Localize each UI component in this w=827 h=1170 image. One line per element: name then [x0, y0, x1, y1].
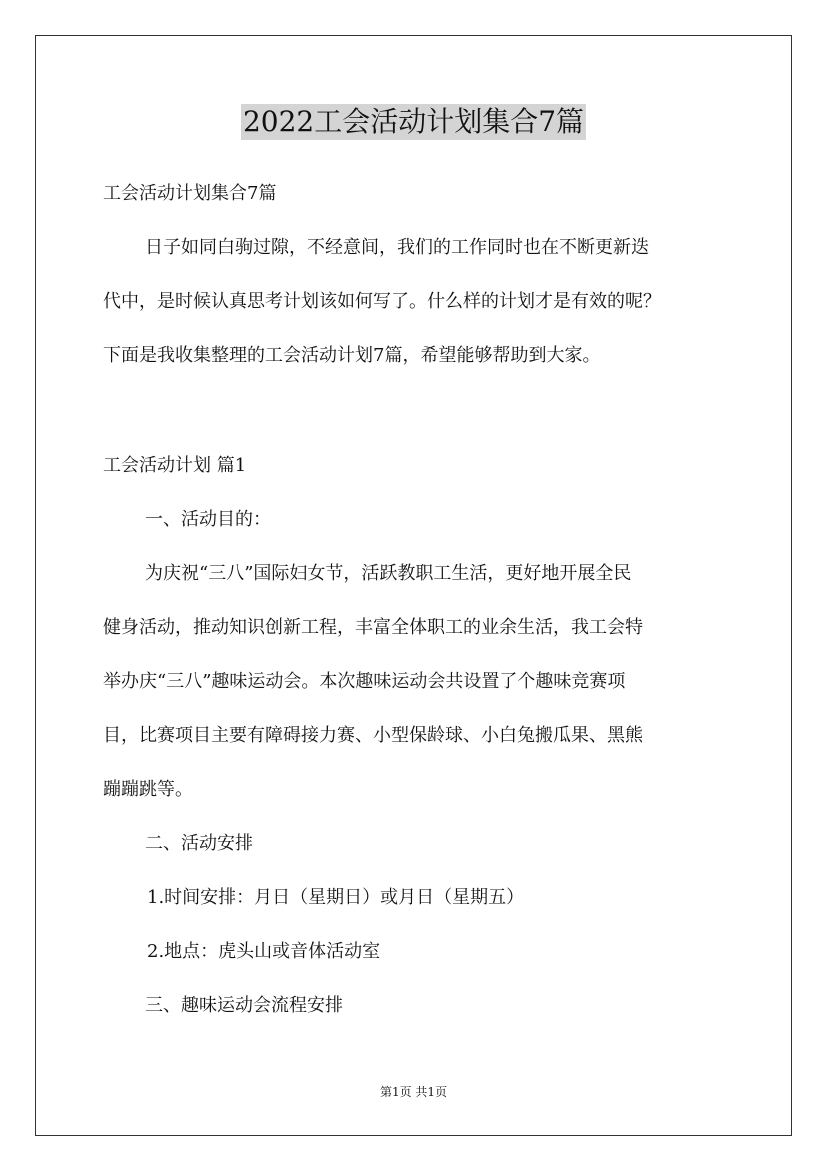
- intro-line-2: 代中，是时候认真思考计划该如何写了。什么样的计划才是有效的呢？: [103, 291, 661, 312]
- time-item: 1.时间安排：月日（星期日）或月日（星期五）: [147, 887, 525, 908]
- document-title: 2022工会活动计划集合7篇: [242, 105, 585, 138]
- purpose-heading: 一、活动目的：: [145, 509, 271, 530]
- title-container: [0, 104, 827, 140]
- arrangement-heading: 二、活动安排: [145, 833, 253, 854]
- page-footer: 第1页 共1页: [379, 1085, 448, 1099]
- intro-line-3: 下面是我收集整理的工会活动计划7篇，希望能够帮助到大家。: [103, 345, 601, 366]
- document-subtitle: 工会活动计划集合7篇: [103, 183, 277, 204]
- purpose-line-2: 健身活动，推动知识创新工程，丰富全体职工的业余生活，我工会特: [103, 617, 643, 638]
- intro-line-1: 日子如同白驹过隙，不经意间，我们的工作同时也在不断更新迭: [145, 237, 649, 258]
- process-heading: 三、趣味运动会流程安排: [145, 995, 343, 1016]
- purpose-line-3: 举办庆“三八”趣味运动会。本次趣味运动会共设置了个趣味竞赛项: [103, 671, 626, 692]
- section-heading: 工会活动计划 篇1: [103, 455, 247, 476]
- purpose-line-1: 为庆祝“三八”国际妇女节，活跃教职工生活，更好地开展全民: [145, 563, 632, 584]
- purpose-line-4: 目，比赛项目主要有障碍接力赛、小型保龄球、小白兔搬瓜果、黑熊: [103, 725, 643, 746]
- location-item: 2.地点：虎头山或音体活动室: [147, 941, 381, 962]
- purpose-line-5: 蹦蹦跳等。: [103, 779, 193, 800]
